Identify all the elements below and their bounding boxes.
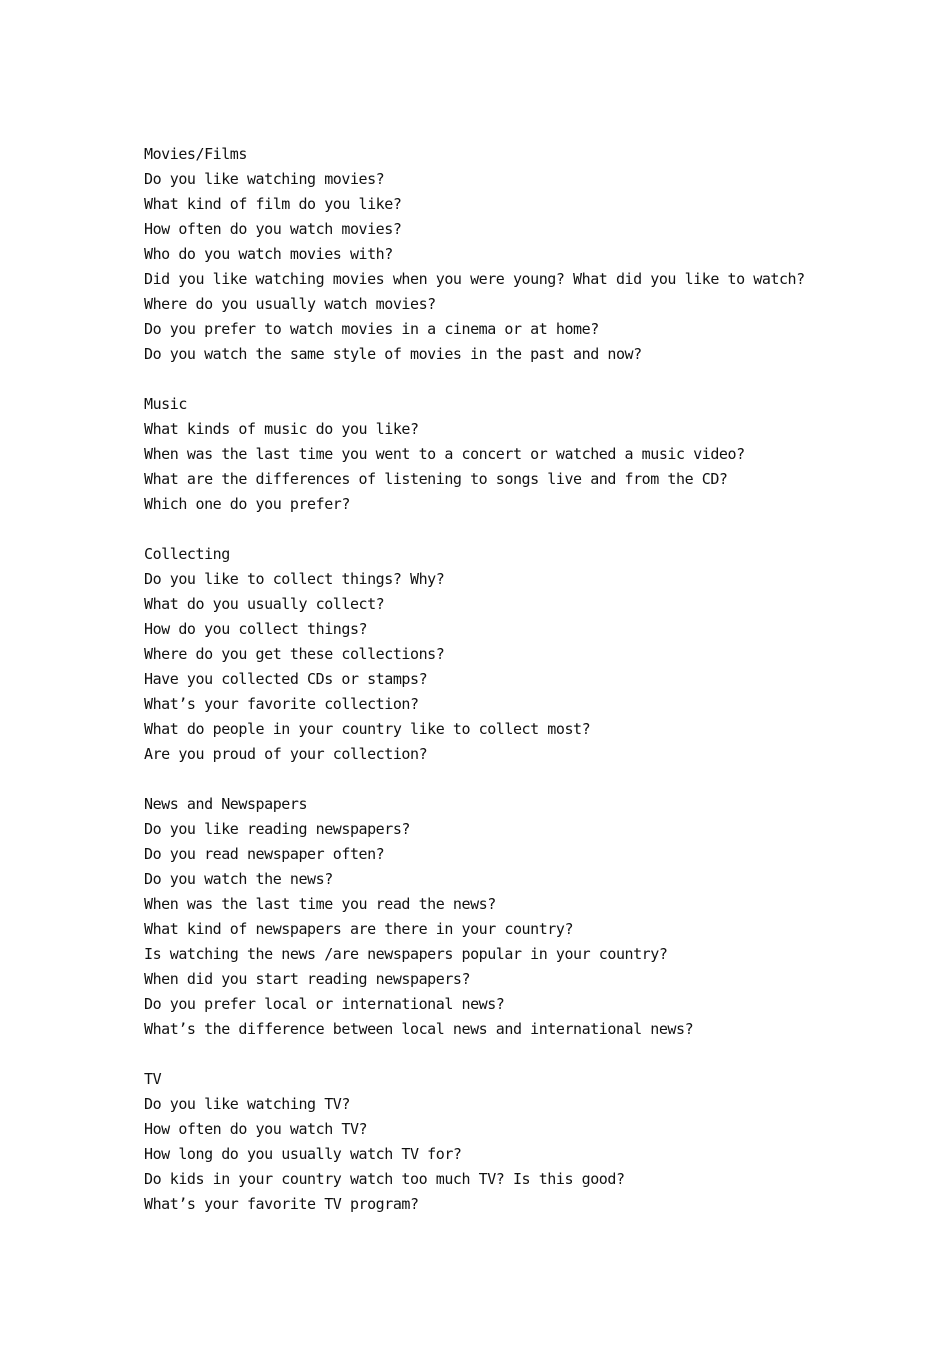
question-line: Do you prefer to watch movies in a cinema or at home? [144,320,599,338]
document-body [144,142,924,1242]
question-line: Did you like watching movies when you were young? What did you like to watch? [144,270,805,288]
topic-section [144,392,924,517]
question-line: Where do you get these collections? [144,645,445,663]
question-line: When did you start reading newspapers? [144,970,471,988]
question-line: What kinds of music do you like? [144,420,419,438]
section-heading: Music [144,395,187,413]
question-line: Do you like reading newspapers? [144,820,411,838]
question-line: What do people in your country like to collect most? [144,720,591,738]
topic-section [144,792,924,1042]
section-heading: Movies/Films [144,145,247,163]
question-line: Do you watch the same style of movies in the past and now? [144,345,642,363]
topic-section [144,142,924,367]
question-line: Do you prefer local or international news? [144,995,505,1013]
question-line: Have you collected CDs or stamps? [144,670,428,688]
question-line: What kind of newspapers are there in your country? [144,920,574,938]
question-line: Who do you watch movies with? [144,245,393,263]
question-line: Do you like watching movies? [144,170,385,188]
question-line: Do you like watching TV? [144,1095,350,1113]
question-line: How often do you watch TV? [144,1120,368,1138]
question-line: Are you proud of your collection? [144,745,428,763]
question-line: Where do you usually watch movies? [144,295,436,313]
section-heading: News and Newspapers [144,795,308,813]
question-line: What’s your favorite collection? [144,695,419,713]
question-line: How do you collect things? [144,620,368,638]
question-line: When was the last time you read the news? [144,895,496,913]
question-line: How long do you usually watch TV for? [144,1145,462,1163]
question-line: What are the differences of listening to songs live and from the CD? [144,470,728,488]
question-line: How often do you watch movies? [144,220,402,238]
section-heading: TV [144,1070,162,1088]
question-line: Which one do you prefer? [144,495,350,513]
topic-section [144,542,924,767]
question-line: What’s the difference between local news and international news? [144,1020,694,1038]
question-line: What kind of film do you like? [144,195,402,213]
section-heading: Collecting [144,545,230,563]
question-line: Do you like to collect things? Why? [144,570,445,588]
question-line: Do you watch the news? [144,870,333,888]
topic-section [144,1067,924,1217]
question-line: Is watching the news /are newspapers popular in your country? [144,945,668,963]
question-line: What’s your favorite TV program? [144,1195,419,1213]
question-line: When was the last time you went to a concert or watched a music video? [144,445,745,463]
question-line: What do you usually collect? [144,595,385,613]
question-line: Do you read newspaper often? [144,845,385,863]
question-line: Do kids in your country watch too much TV? Is this good? [144,1170,625,1188]
